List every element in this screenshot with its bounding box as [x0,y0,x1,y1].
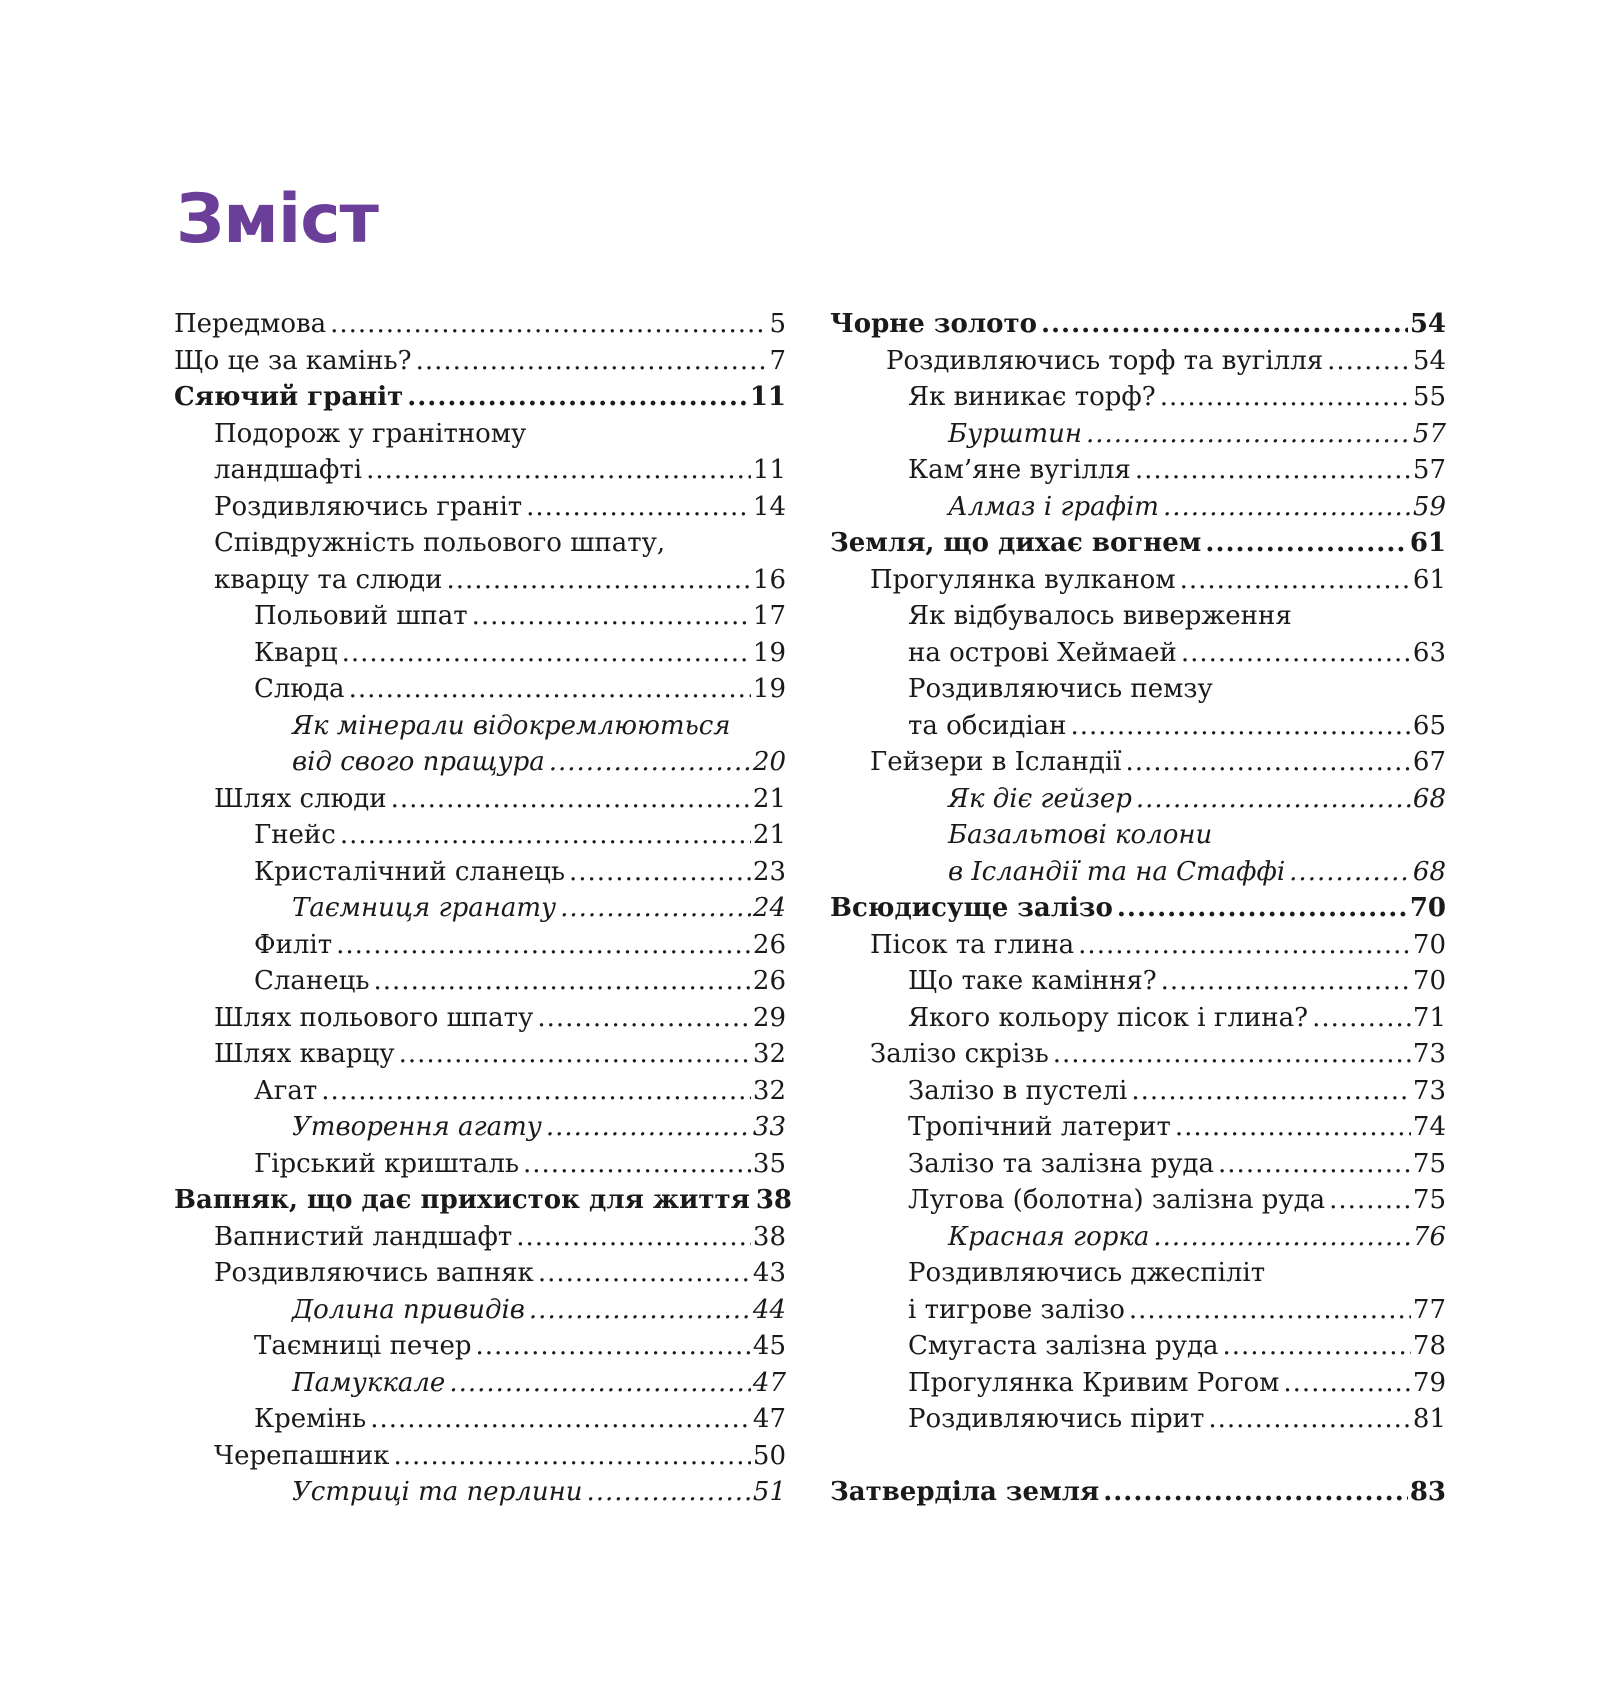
toc-entry[interactable] [174,1365,786,1402]
toc-entry-title: і тигрове залізо [908,1294,1125,1325]
toc-entry[interactable] [174,1109,786,1146]
toc-dot-leader [449,1365,751,1402]
toc-entry-title: Що це за камінь? [174,345,412,376]
toc-entry-title: Прогулянка вулканом [870,564,1176,595]
toc-entry[interactable] [174,1474,786,1511]
toc-dot-leader [560,890,751,927]
toc-entry[interactable] [830,379,1446,416]
toc-entry-title: Базальтові колони [948,820,1213,850]
toc-page-number: 50 [752,1440,786,1471]
toc-dot-leader [569,854,751,891]
toc-entry-title: Як відбувалось виверження [908,601,1292,631]
toc-entry[interactable] [174,598,786,635]
toc-dot-leader [516,1219,751,1256]
toc-entry-title: Слюда [254,674,345,704]
toc-entry-title: Прогулянка Кривим Рогом [908,1367,1280,1398]
toc-entry[interactable] [174,416,786,453]
toc-page-number: 33 [752,1112,786,1142]
toc-page-number: 73 [1412,1039,1446,1069]
toc-page-number: 71 [1412,1002,1446,1033]
toc-entry-title: Співдружність польового шпату, [214,528,666,558]
toc-page-number: 78 [1412,1331,1446,1361]
toc-entry[interactable] [174,1219,786,1256]
toc-page-number: 77 [1412,1294,1446,1325]
toc-entry[interactable] [174,1073,786,1110]
toc-page-number: 73 [1412,1075,1446,1106]
toc-dot-leader [366,452,751,489]
toc-entry-title: Бурштин [948,418,1082,449]
toc-entry[interactable] [830,708,1446,745]
toc-dot-leader [1160,379,1411,416]
toc-entry[interactable] [830,1365,1446,1402]
toc-page-number: 75 [1412,1148,1446,1179]
toc-dot-leader [1205,525,1407,562]
toc-entry-title: Залізо скрізь [870,1039,1049,1069]
toc-entry[interactable] [830,1000,1446,1037]
toc-entry[interactable] [174,1255,786,1292]
toc-dot-leader [1283,1365,1411,1402]
toc-entry[interactable] [830,927,1446,964]
toc-page-number: 55 [1412,382,1446,412]
toc-entry[interactable] [174,963,786,1000]
toc-dot-leader [416,343,768,380]
toc-page-number: 74 [1412,1112,1446,1142]
toc-page-number: 19 [752,674,786,704]
toc-entry[interactable] [174,890,786,927]
toc-dot-leader [391,781,751,818]
toc-entry-title: Сланець [254,966,370,996]
toc-entry[interactable] [830,781,1446,818]
toc-page-number: 32 [752,1075,786,1106]
toc-page-number: 54 [1412,345,1446,376]
page-title: Зміст [176,180,378,259]
toc-dot-leader [1117,890,1408,927]
toc-page-number: 51 [752,1477,786,1507]
toc-entry-title: Утворення агату [292,1112,542,1142]
toc-page-number: 70 [1409,893,1446,923]
toc-entry[interactable] [174,708,786,745]
toc-entry[interactable] [174,1328,786,1365]
toc-entry-title: Памуккале [292,1367,446,1398]
toc-page-number: 54 [1409,309,1446,339]
toc-entry-title: Кристалічний сланець [254,856,565,887]
toc-page-number: 23 [752,856,786,887]
toc-entry-title: від свого пращура [292,747,545,777]
toc-entry-title: Роздивляючись граніт [214,491,523,522]
toc-dot-leader [330,306,767,343]
toc-entry[interactable] [174,1292,786,1329]
toc-entry-title: кварцу та слюди [214,564,443,595]
toc-entry[interactable] [174,525,786,562]
toc-entry[interactable] [830,598,1446,635]
toc-entry-title: Як діє гейзер [948,783,1132,814]
toc-entry-title: Роздивляючись пірит [908,1404,1205,1434]
toc-page-number: 59 [1412,491,1446,522]
toc-entry[interactable] [174,817,786,854]
toc-dot-leader [1223,1328,1411,1365]
toc-entry-title: Роздивляючись торф та вугілля [886,345,1324,376]
toc-entry[interactable] [174,927,786,964]
toc-dot-leader [1163,489,1411,526]
toc-dot-leader [1218,1146,1411,1183]
toc-page-number: 11 [752,455,786,485]
toc-entry-title: Залізо в пустелі [908,1075,1128,1106]
toc-page-number: 20 [752,747,786,777]
toc-dot-leader [472,598,751,635]
toc-page-number: 7 [769,345,786,376]
toc-dot-leader [537,1000,751,1037]
toc-entry[interactable] [830,525,1446,562]
toc-dot-leader [349,671,751,708]
toc-dot-leader [476,1328,751,1365]
toc-entry-title: Сяючий граніт [174,382,404,412]
toc-dot-leader [523,1146,751,1183]
toc-dot-leader [399,1036,751,1073]
toc-page-number: 70 [1412,929,1446,960]
toc-dot-leader [1086,416,1411,453]
toc-page-number: 57 [1412,455,1446,485]
toc-entry[interactable] [830,1182,1446,1219]
toc-entry-title: Чорне золото [830,309,1037,339]
toc-entry-title: на острові Хеймаей [908,637,1177,668]
toc-page-number: 75 [1412,1185,1446,1215]
toc-entry-title: Красная горка [948,1221,1150,1252]
toc-entry[interactable] [174,379,786,416]
toc-entry[interactable] [174,781,786,818]
toc-page-number: 26 [752,966,786,996]
toc-page-number: 70 [1412,966,1446,996]
toc-dot-leader [1103,1474,1408,1511]
toc-entry[interactable] [174,1036,786,1073]
toc-entry[interactable] [830,416,1446,453]
toc-entry[interactable] [830,1146,1446,1183]
toc-dot-leader [1078,927,1411,964]
toc-page-number: 5 [769,309,786,339]
toc-entry-title: Роздивляючись пемзу [908,674,1213,704]
toc-dot-leader [1181,635,1411,672]
toc-page-number: 19 [752,637,786,668]
toc-page-number: 21 [752,783,786,814]
toc-entry[interactable] [830,306,1446,343]
toc-entry-title: Польовий шпат [254,601,468,631]
toc-right-column [830,306,1446,1511]
toc-dot-leader [529,1292,751,1329]
toc-dot-leader [1329,1182,1411,1219]
toc-entry-title: Передмова [174,309,327,339]
toc-dot-leader [586,1474,750,1511]
toc-page-number: 61 [1409,528,1446,558]
toc-dot-leader [370,1401,751,1438]
toc-dot-leader [340,817,751,854]
toc-page-number: 79 [1412,1367,1446,1398]
toc-entry[interactable] [830,963,1446,1000]
toc-dot-leader [1175,1109,1411,1146]
toc-page-number: 24 [752,893,786,923]
toc-page-number: 29 [752,1002,786,1033]
toc-entry-title: Долина привидів [292,1294,525,1325]
toc-entry-title: Як виникає торф? [908,382,1156,412]
toc-entry-title: Вапняк, що дає прихисток для життя [174,1185,750,1215]
toc-page-number: 61 [1412,564,1446,595]
toc-entry-title: Алмаз і графіт [948,491,1159,522]
toc-dot-leader [1053,1036,1411,1073]
toc-entry-title: Пісок та глина [870,929,1075,960]
toc-dot-leader [1153,1219,1411,1256]
toc-dot-leader [538,1255,751,1292]
toc-entry[interactable] [830,635,1446,672]
toc-entry[interactable] [174,1182,793,1219]
toc-page-number: 63 [1412,637,1446,668]
toc-entry[interactable] [830,1328,1446,1365]
toc-dot-leader [549,744,751,781]
toc-entry[interactable] [174,1438,786,1475]
toc-entry-title: в Ісландії та на Стаффі [948,856,1286,887]
toc-entry-title: Смугаста залізна руда [908,1331,1219,1361]
toc-entry-title: Филіт [254,929,333,960]
toc-dot-leader [1135,452,1411,489]
toc-entry[interactable] [174,452,786,489]
toc-dot-leader [546,1109,751,1146]
toc-entry[interactable] [174,1000,786,1037]
toc-entry[interactable] [830,343,1446,380]
toc-entry-title: ландшафті [214,455,363,485]
toc-entry-title: Тропічний латерит [908,1112,1171,1142]
toc-entry-title: Що таке каміння? [908,966,1157,996]
toc-entry[interactable] [174,671,786,708]
toc-entry[interactable] [174,343,786,380]
toc-dot-leader [336,927,751,964]
toc-entry-title: Устриці та перлини [292,1477,583,1507]
toc-entry-title: Вапнистий ландшафт [214,1221,513,1252]
toc-entry-title: Таємниці печер [254,1331,472,1361]
toc-entry-title: Всюдисуще залізо [830,893,1113,923]
toc-entry-title: Кварц [254,637,338,668]
toc-entry-title: Гейзери в Ісландії [870,747,1122,777]
toc-entry[interactable] [830,1219,1446,1256]
toc-dot-leader [1161,963,1411,1000]
toc-entry[interactable] [830,1292,1446,1329]
toc-entry[interactable] [174,635,786,672]
toc-entry[interactable] [174,854,786,891]
toc-dot-leader [1131,1073,1411,1110]
toc-entry-title: Роздивляючись вапняк [214,1258,534,1288]
toc-page-number: 16 [752,564,786,595]
toc-entry[interactable] [830,854,1446,891]
toc-dot-leader [321,1073,751,1110]
toc-page-number: 67 [1412,747,1446,777]
toc-spacer [830,1438,1446,1475]
toc-entry-title: Шлях польового шпату [214,1002,534,1033]
toc-entry[interactable] [830,817,1446,854]
toc-entry-title: Земля, що дихає вогнем [830,528,1202,558]
toc-page-number: 47 [752,1367,786,1398]
toc-entry[interactable] [830,489,1446,526]
toc-page-number: 65 [1412,710,1446,741]
toc-entry-title: та обсидіан [908,710,1067,741]
toc-entry[interactable] [830,890,1446,927]
toc-dot-leader [393,1438,750,1475]
toc-entry[interactable] [174,744,786,781]
toc-entry-title: Гнейс [254,820,336,850]
toc-page-number: 43 [752,1258,786,1288]
toc-entry-title: Черепашник [214,1440,390,1471]
toc-page-number: 45 [752,1331,786,1361]
toc-dot-leader [374,963,751,1000]
toc-dot-leader [1129,1292,1411,1329]
toc-dot-leader [1312,1000,1411,1037]
toc-page-number: 35 [752,1148,786,1179]
toc-entry-title: Шлях кварцу [214,1039,395,1069]
toc-entry-title: Таємниця гранату [292,893,557,923]
toc-entry-title: Якого кольору пісок і глина? [908,1002,1309,1033]
toc-page-number: 76 [1412,1221,1446,1252]
toc-entry[interactable] [174,1401,786,1438]
toc-page-number: 81 [1412,1404,1446,1434]
toc-entry[interactable] [830,1255,1446,1292]
toc-dot-leader [526,489,751,526]
toc-entry[interactable] [830,671,1446,708]
toc-page-number: 68 [1412,856,1446,887]
toc-left-column [174,306,793,1511]
toc-page-number: 44 [752,1294,786,1325]
toc-dot-leader [447,562,751,599]
toc-page-number: 21 [752,820,786,850]
toc-page-number: 14 [752,491,786,522]
toc-page-number: 38 [755,1185,793,1215]
toc-entry[interactable] [830,1401,1446,1438]
toc-entry-title: Затверділа земля [830,1477,1100,1507]
toc-dot-leader [1327,343,1411,380]
toc-entry-title: Роздивляючись джеспіліт [908,1258,1266,1288]
toc-page-number: 17 [752,601,786,631]
toc-entry-title: Гірський кришталь [254,1148,520,1179]
toc-entry[interactable] [830,1036,1446,1073]
toc-entry[interactable] [830,562,1446,599]
toc-entry[interactable] [830,744,1446,781]
toc-dot-leader [1041,306,1408,343]
toc-entry[interactable] [830,1073,1446,1110]
toc-entry-title: Агат [254,1075,318,1106]
toc-dot-leader [407,379,748,416]
toc-entry-title: Залізо та залізна руда [908,1148,1215,1179]
toc-entry-title: Шлях слюди [214,783,387,814]
toc-page-number: 26 [752,929,786,960]
toc-dot-leader [1180,562,1411,599]
toc-page-number: 32 [752,1039,786,1069]
toc-page-number: 38 [752,1221,786,1252]
toc-dot-leader [1208,1401,1411,1438]
toc-entry-title: Кам’яне вугілля [908,455,1131,485]
toc-page-number: 11 [749,382,786,412]
toc-entry[interactable] [174,562,786,599]
toc-page-number: 47 [752,1404,786,1434]
toc-entry[interactable] [830,1474,1446,1511]
toc-dot-leader [1071,708,1411,745]
toc-dot-leader [1136,781,1411,818]
toc-entry-title: Подорож у гранітному [214,418,527,449]
toc-entry[interactable] [830,1109,1446,1146]
toc-entry[interactable] [830,452,1446,489]
toc-entry[interactable] [174,489,786,526]
toc-entry-title: Як мінерали відокремлюються [292,710,731,741]
toc-dot-leader [1125,744,1410,781]
toc-dot-leader [1289,854,1411,891]
toc-entry[interactable] [174,1146,786,1183]
toc-entry[interactable] [174,306,786,343]
toc-entry-title: Лугова (болотна) залізна руда [908,1185,1326,1215]
toc-page-number: 68 [1412,783,1446,814]
toc-dot-leader [342,635,751,672]
toc-page-number: 83 [1409,1477,1446,1507]
toc-entry-title: Кремінь [254,1404,367,1434]
toc-page-number: 57 [1412,418,1446,449]
